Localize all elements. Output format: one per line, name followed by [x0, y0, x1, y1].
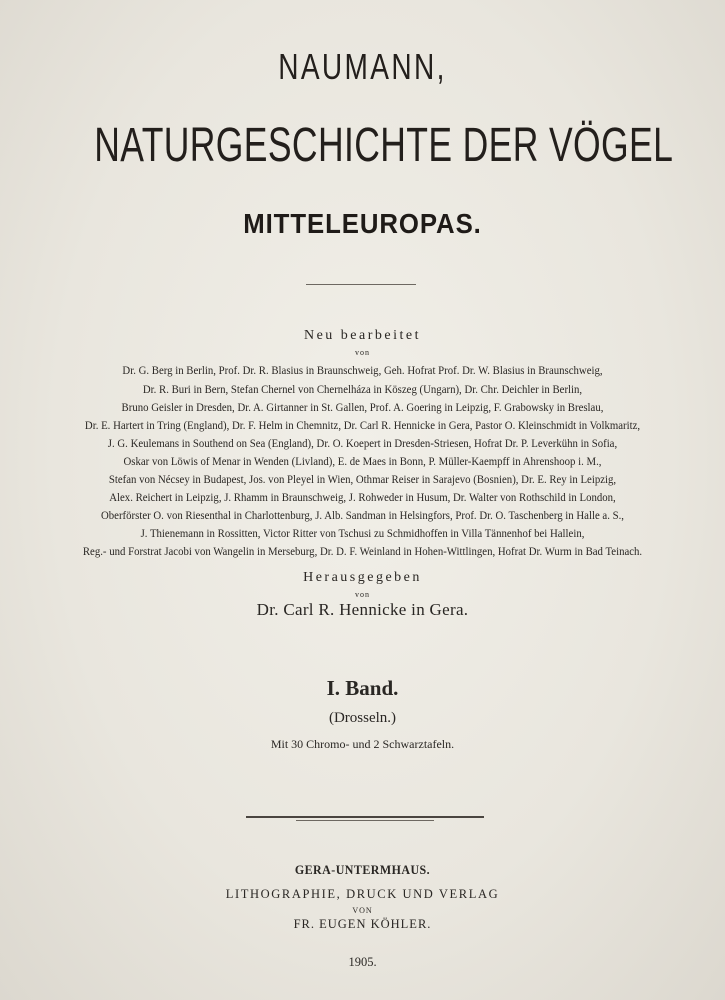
volume-plates: Mit 30 Chromo- und 2 Schwarztafeln. [270, 737, 455, 751]
contributor-line: Dr. E. Hartert in Tring (England), Dr. F. Helm in Chemnitz, Dr. Carl R. Hennicke in Gera, Pastor O. Kleinschmidt in Volkmaritz, [84, 419, 641, 432]
revision-by: von [355, 348, 370, 357]
contributor-line: Alex. Reichert in Leipzig, J. Rhamm in Braunschweig, J. Rohweder in Husum, Dr. Walter von Rothschild in London, [109, 491, 616, 504]
book-subtitle: MITTELEUROPAS. [243, 208, 482, 239]
imprint-press: LITHOGRAPHIE, DRUCK UND VERLAG [225, 887, 500, 901]
imprint-by: VON [352, 906, 373, 915]
editor-name: Dr. Carl R. Hennicke in Gera. [256, 600, 469, 619]
imprint-divider-inner [296, 820, 434, 821]
contributor-line: Dr. R. Buri in Bern, Stefan Chernel von Chernelháza in Köszeg (Ungarn), Dr. Chr. Deichler in Berlin, [142, 383, 583, 396]
imprint-publisher: FR. EUGEN KÖHLER. [293, 917, 432, 931]
contributor-line: Oberförster O. von Riesenthal in Charlottenburg, J. Alb. Sandman in Helsingfors, Prof. Dr. O. Taschenberg in Halle a. S., [100, 509, 625, 522]
revision-heading: Neu bearbeitet [303, 328, 421, 343]
book-title: NATURGESCHICHTE DER VÖGEL [94, 119, 674, 172]
volume-number: I. Band. [326, 676, 399, 700]
imprint-place: GERA-UNTERMHAUS. [294, 862, 431, 877]
editor-by: von [355, 590, 370, 599]
contributor-line: Oskar von Löwis of Menar in Wenden (Livland), E. de Maes in Bonn, P. Müller-Kaempff in Ahrenshoop i. M., [123, 455, 602, 468]
volume-subject: (Drosseln.) [328, 710, 397, 726]
editor-heading: Herausgegeben [303, 570, 422, 585]
imprint-year: 1905. [348, 955, 377, 969]
contributor-line: Dr. G. Berg in Berlin, Prof. Dr. R. Blasius in Braunschweig, Geh. Hofrat Prof. Dr. W. Blasius in Braunschweig, [122, 364, 603, 377]
title-divider [306, 284, 416, 285]
contributor-line: J. Thienemann in Rossitten, Victor Ritter von Tschusi zu Schmidhoffen in Villa Tännenhof bei Hallein, [140, 527, 585, 540]
contributor-line: Bruno Geisler in Dresden, Dr. A. Girtanner in St. Gallen, Prof. A. Goering in Leipzig, F. Grabowsky in Breslau, [121, 401, 604, 414]
contributor-line: Reg.- und Forstrat Jacobi von Wangelin in Merseburg, Dr. D. F. Weinland in Hohen-Wittlingen, Hofrat Dr. Wurm in Bad Teinach. [82, 545, 643, 558]
contributor-line: J. G. Keulemans in Southend on Sea (England), Dr. O. Koepert in Dresden-Striesen, Hofrat Dr. P. Leverkühn in Sofia, [107, 437, 618, 450]
contributor-line: Stefan von Nécsey in Budapest, Jos. von Pleyel in Wien, Othmar Reiser in Sarajevo (Bosnien), Dr. E. Rey in Leipzig, [108, 473, 617, 486]
imprint-divider [246, 816, 484, 818]
author-title: NAUMANN, [278, 46, 447, 87]
